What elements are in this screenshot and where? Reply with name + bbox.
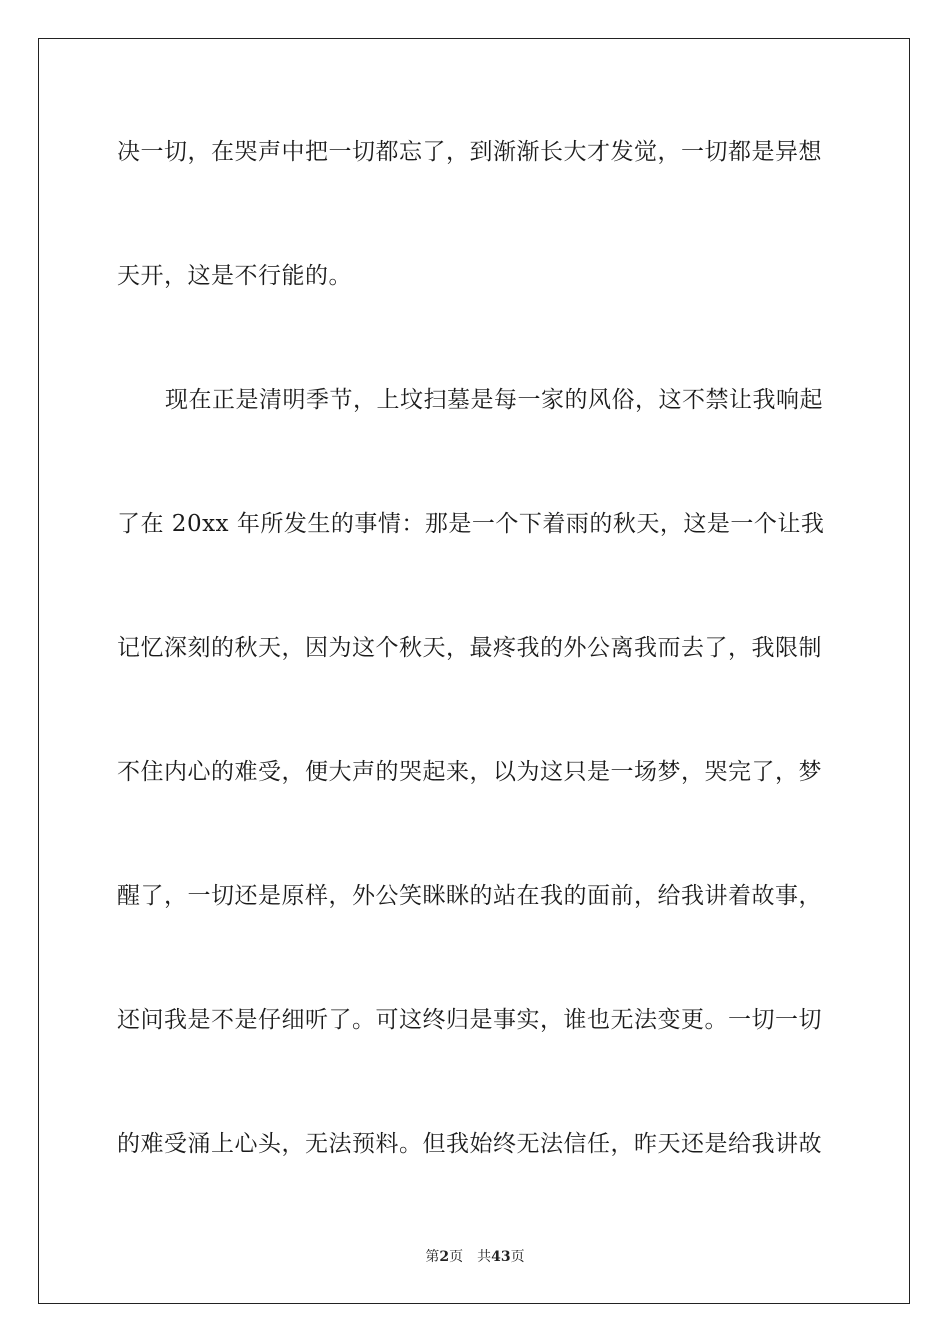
text-line-5: 记忆深刻的秋天，因为这个秋天，最疼我的外公离我而去了，我限制 bbox=[117, 635, 822, 661]
text-line-4: 了在 20xx 年所发生的事情：那是一个下着雨的秋天，这是一个让我 bbox=[117, 511, 825, 537]
page-suffix: 页 bbox=[449, 1249, 464, 1265]
total-suffix: 页 bbox=[510, 1249, 525, 1265]
text-line-7: 醒了，一切还是原样，外公笑眯眯的站在我的面前，给我讲着故事， bbox=[117, 883, 822, 909]
total-pages: 43 bbox=[491, 1249, 511, 1265]
text-line-1: 决一切，在哭声中把一切都忘了，到渐渐长大才发觉，一切都是异想 bbox=[117, 139, 822, 165]
text-line-8: 还问我是不是仔细听了。可这终归是事实，谁也无法变更。一切一切 bbox=[117, 1007, 822, 1033]
text-line-9: 的难受涌上心头，无法预料。但我始终无法信任，昨天还是给我讲故 bbox=[117, 1131, 822, 1157]
page-number: 2 bbox=[439, 1249, 450, 1265]
total-prefix: 共 bbox=[477, 1249, 492, 1265]
text-line-3: 现在正是清明季节，上坟扫墓是每一家的风俗，这不禁让我响起 bbox=[165, 387, 823, 413]
text-line-2: 天开，这是不行能的。 bbox=[117, 263, 352, 289]
document-body bbox=[117, 124, 837, 1240]
page-footer bbox=[0, 1246, 950, 1266]
page-prefix: 第 bbox=[425, 1249, 440, 1265]
text-line-6: 不住内心的难受，便大声的哭起来，以为这只是一场梦，哭完了，梦 bbox=[117, 759, 822, 785]
